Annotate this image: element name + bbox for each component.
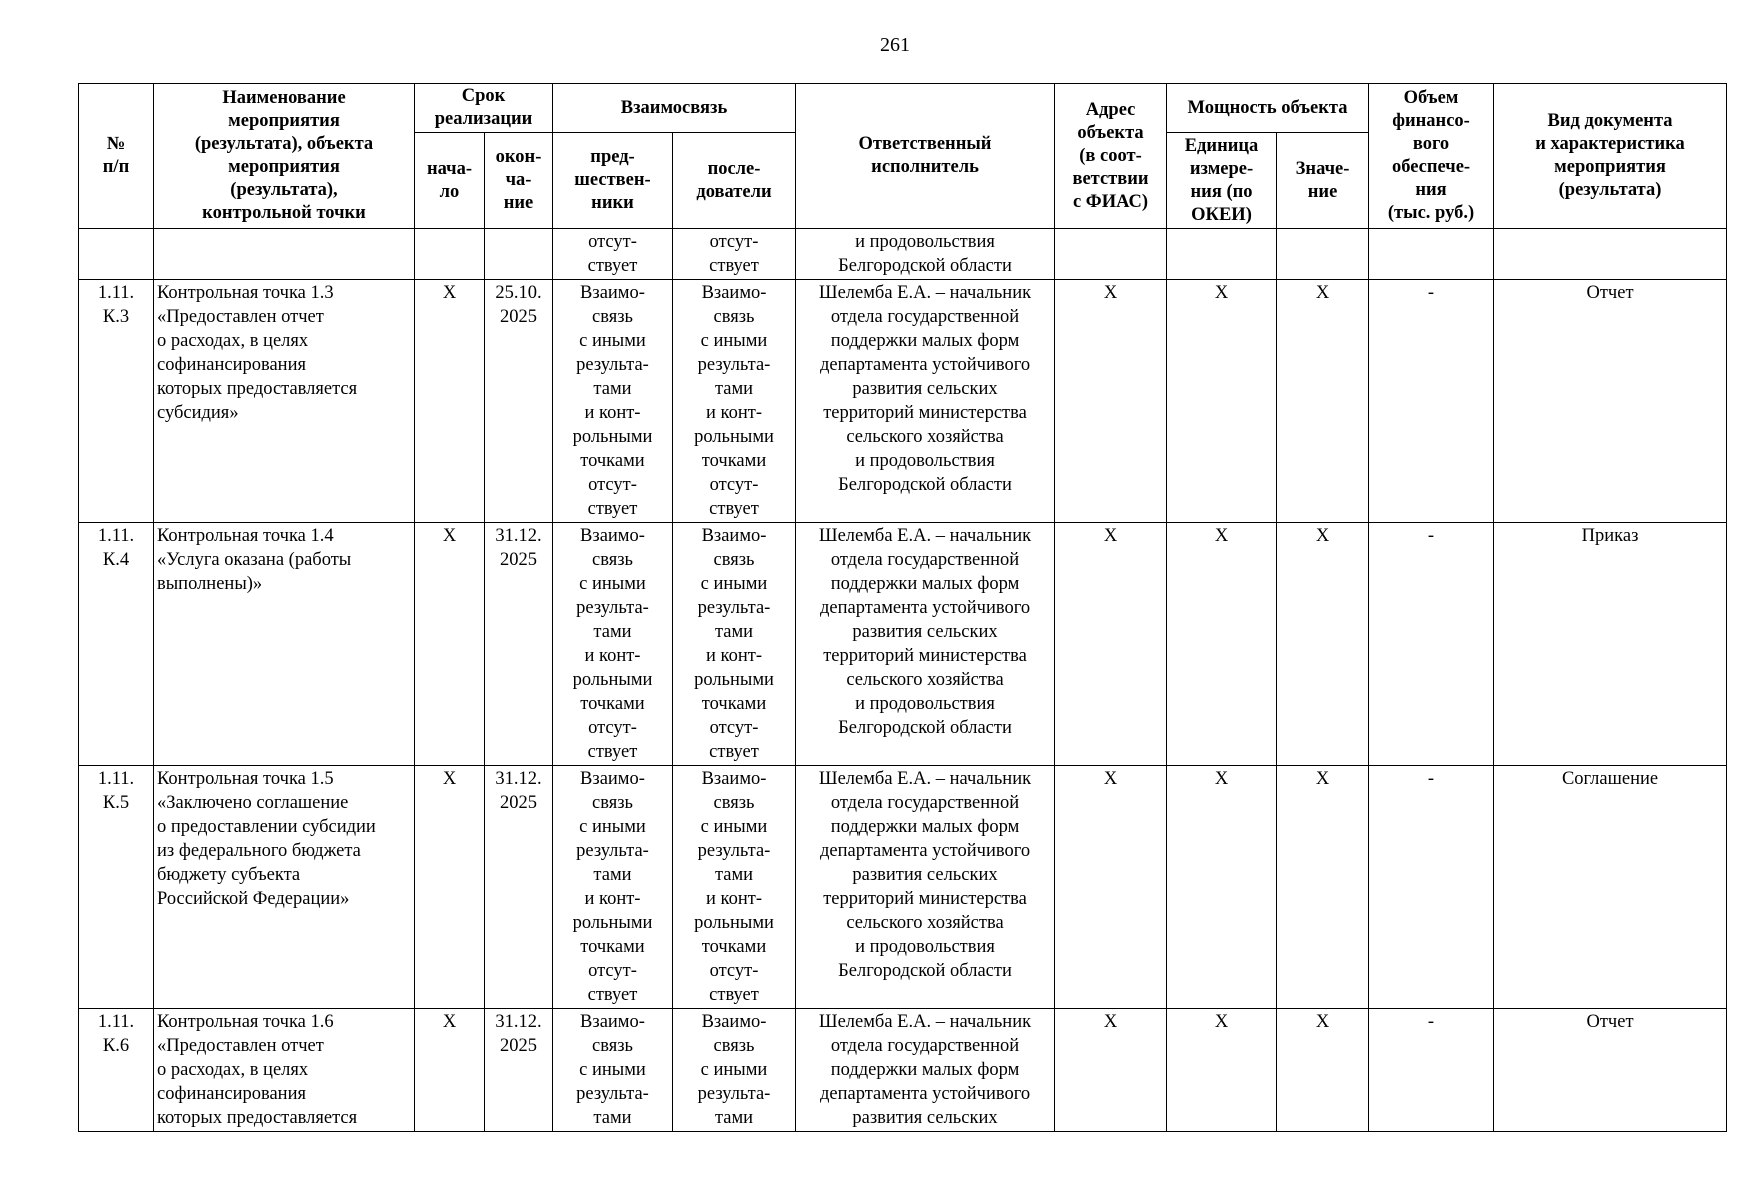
cell-doc: Соглашение	[1494, 766, 1727, 1009]
header-name: Наименование мероприятия (результата), объекта мероприятия (результата), контрольной точки	[154, 84, 415, 229]
cell-finance: -	[1369, 766, 1494, 1009]
table-row	[79, 280, 1727, 523]
cell-end: 31.12. 2025	[485, 766, 553, 1009]
cell-start: X	[415, 766, 485, 1009]
cell-succ: Взаимо- связь с иными результа- тами и конт- рольными точками отсут- ствует	[673, 766, 796, 1009]
cell-start: X	[415, 280, 485, 523]
header-term: Срок реализации	[415, 84, 553, 133]
cell-value: X	[1277, 766, 1369, 1009]
cell-value: X	[1277, 523, 1369, 766]
cell-succ: Взаимо- связь с иными результа- тами и конт- рольными точками отсут- ствует	[673, 523, 796, 766]
cell-end	[485, 229, 553, 280]
table-row	[79, 1009, 1727, 1132]
cell-unit: X	[1167, 523, 1277, 766]
cell-num: 1.11. К.6	[79, 1009, 154, 1132]
cell-responsible: Шелемба Е.А. – начальник отдела государственной поддержки малых форм департамента устойчивого развития сельских территорий министерства сельского хозяйства и продовольствия Белгородской области	[796, 766, 1055, 1009]
header-address: Адрес объекта (в соот- ветствии с ФИАС)	[1055, 84, 1167, 229]
control-points-table	[78, 83, 1727, 1132]
cell-finance: -	[1369, 280, 1494, 523]
header-relation: Взаимосвязь	[553, 84, 796, 133]
header-term-start: нача- ло	[415, 133, 485, 229]
cell-address: X	[1055, 1009, 1167, 1132]
cell-unit: X	[1167, 280, 1277, 523]
cell-pred: отсут- ствует	[553, 229, 673, 280]
cell-doc: Приказ	[1494, 523, 1727, 766]
table-row	[79, 523, 1727, 766]
cell-value	[1277, 229, 1369, 280]
cell-address: X	[1055, 523, 1167, 766]
header-responsible: Ответственный исполнитель	[796, 84, 1055, 229]
cell-num: 1.11. К.4	[79, 523, 154, 766]
cell-num: 1.11. К.5	[79, 766, 154, 1009]
page-number: 261	[880, 34, 910, 56]
cell-num	[79, 229, 154, 280]
cell-name: Контрольная точка 1.3 «Предоставлен отчет о расходах, в целях софинансирования которых предоставляется субсидия»	[154, 280, 415, 523]
table-row	[79, 766, 1727, 1009]
header-capacity-value: Значе- ние	[1277, 133, 1369, 229]
cell-address: X	[1055, 280, 1167, 523]
cell-pred: Взаимо- связь с иными результа- тами и конт- рольными точками отсут- ствует	[553, 523, 673, 766]
cell-end: 31.12. 2025	[485, 523, 553, 766]
cell-num: 1.11. К.3	[79, 280, 154, 523]
header-capacity-unit: Единица измере- ния (по ОКЕИ)	[1167, 133, 1277, 229]
cell-unit	[1167, 229, 1277, 280]
table-header	[79, 84, 1727, 229]
cell-value: X	[1277, 1009, 1369, 1132]
cell-finance	[1369, 229, 1494, 280]
header-doc: Вид документа и характеристика мероприятия (результата)	[1494, 84, 1727, 229]
cell-pred: Взаимо- связь с иными результа- тами и конт- рольными точками отсут- ствует	[553, 280, 673, 523]
cell-doc: Отчет	[1494, 1009, 1727, 1132]
header-capacity: Мощность объекта	[1167, 84, 1369, 133]
cell-end: 25.10. 2025	[485, 280, 553, 523]
cell-end: 31.12. 2025	[485, 1009, 553, 1132]
cell-value: X	[1277, 280, 1369, 523]
cell-pred: Взаимо- связь с иными результа- тами и конт- рольными точками отсут- ствует	[553, 766, 673, 1009]
cell-name: Контрольная точка 1.5 «Заключено соглашение о предоставлении субсидии из федерального бюджета бюджету субъекта Российской Федерации»	[154, 766, 415, 1009]
cell-unit: X	[1167, 766, 1277, 1009]
cell-finance: -	[1369, 1009, 1494, 1132]
cell-succ: Взаимо- связь с иными результа- тами	[673, 1009, 796, 1132]
cell-start: X	[415, 1009, 485, 1132]
cell-responsible: Шелемба Е.А. – начальник отдела государственной поддержки малых форм департамента устойчивого развития сельских территорий министерства сельского хозяйства и продовольствия Белгородской области	[796, 523, 1055, 766]
cell-start: X	[415, 523, 485, 766]
cell-name: Контрольная точка 1.4 «Услуга оказана (работы выполнены)»	[154, 523, 415, 766]
cell-pred: Взаимо- связь с иными результа- тами	[553, 1009, 673, 1132]
cell-start	[415, 229, 485, 280]
header-num: № п/п	[79, 84, 154, 229]
cell-succ: Взаимо- связь с иными результа- тами и конт- рольными точками отсут- ствует	[673, 280, 796, 523]
cell-responsible: Шелемба Е.А. – начальник отдела государственной поддержки малых форм департамента устойчивого развития сельских территорий министерства сельского хозяйства и продовольствия Белгородской области	[796, 280, 1055, 523]
cell-responsible: и продовольствия Белгородской области	[796, 229, 1055, 280]
header-relation-pred: пред- шествен- ники	[553, 133, 673, 229]
cell-succ: отсут- ствует	[673, 229, 796, 280]
cell-address: X	[1055, 766, 1167, 1009]
cell-doc: Отчет	[1494, 280, 1727, 523]
cell-responsible: Шелемба Е.А. – начальник отдела государственной поддержки малых форм департамента устойчивого развития сельских	[796, 1009, 1055, 1132]
cell-name	[154, 229, 415, 280]
header-term-end: окон- ча- ние	[485, 133, 553, 229]
cell-address	[1055, 229, 1167, 280]
cell-finance: -	[1369, 523, 1494, 766]
header-finance: Объем финансо- вого обеспече- ния (тыс. руб.)	[1369, 84, 1494, 229]
cell-doc	[1494, 229, 1727, 280]
header-relation-succ: после- дователи	[673, 133, 796, 229]
cell-name: Контрольная точка 1.6 «Предоставлен отчет о расходах, в целях софинансирования которых предоставляется	[154, 1009, 415, 1132]
cell-unit: X	[1167, 1009, 1277, 1132]
table-row-continuation	[79, 229, 1727, 280]
